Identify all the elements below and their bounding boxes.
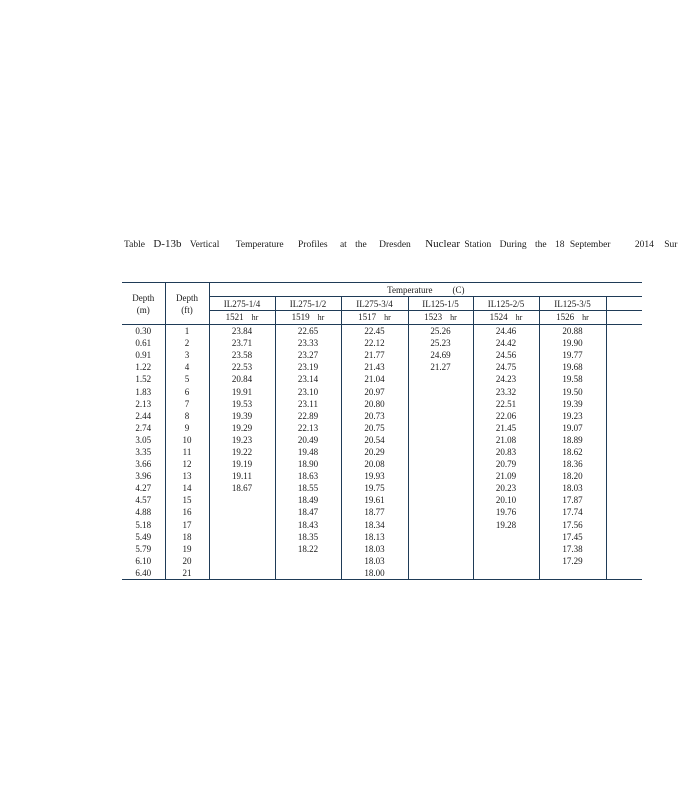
depth-ft-cell: 13 — [165, 470, 209, 482]
temperature-cell — [408, 470, 473, 482]
temperature-cell: 18.22 — [275, 543, 341, 555]
temperature-cell: 20.97 — [341, 385, 408, 397]
cut-off-cell — [606, 470, 642, 482]
depth-ft-cell: 5 — [165, 373, 209, 385]
temperature-cell — [209, 531, 275, 543]
cut-off-cell — [606, 373, 642, 385]
cut-off-cell — [606, 422, 642, 434]
temperature-cell: 19.50 — [539, 385, 606, 397]
table-row — [122, 410, 642, 422]
cut-off-cell — [606, 458, 642, 470]
cut-off-cell — [606, 494, 642, 506]
table-row — [122, 349, 642, 361]
caption-word: Dresden — [379, 240, 411, 250]
temperature-cell: 21.77 — [341, 349, 408, 361]
temperature-cell: 23.10 — [275, 385, 341, 397]
temperature-cell: 17.56 — [539, 519, 606, 531]
depth-ft-cell: 10 — [165, 434, 209, 446]
table-row — [122, 531, 642, 543]
temperature-cell — [209, 543, 275, 555]
temperature-cell: 19.53 — [209, 398, 275, 410]
temperature-cell: 25.23 — [408, 337, 473, 349]
table-row — [122, 422, 642, 434]
depth-ft-cell: 16 — [165, 506, 209, 518]
temperature-cell: 20.73 — [341, 410, 408, 422]
temperature-cell — [275, 567, 341, 580]
temperature-cell: 19.29 — [209, 422, 275, 434]
temperature-cell: 23.32 — [473, 385, 539, 397]
temperature-cell — [408, 482, 473, 494]
depth-ft-header — [165, 283, 209, 325]
cut-off-cell — [606, 337, 642, 349]
temperature-cell: 25.26 — [408, 325, 473, 338]
temperature-cell: 19.76 — [473, 506, 539, 518]
temperature-cell: 21.09 — [473, 470, 539, 482]
temperature-cell: 18.36 — [539, 458, 606, 470]
depth-m-header — [122, 283, 165, 325]
table-row — [122, 519, 642, 531]
temperature-cell: 23.19 — [275, 361, 341, 373]
temperature-cell: 20.10 — [473, 494, 539, 506]
depth-m-cell: 3.35 — [135, 446, 152, 457]
cut-off-cell — [606, 410, 642, 422]
cut-off-cell — [606, 434, 642, 446]
temperature-cell: 22.06 — [473, 410, 539, 422]
depth-ft-cell: 12 — [165, 458, 209, 470]
depth-m-cell: 2.13 — [135, 398, 152, 409]
table-row — [122, 337, 642, 349]
temperature-cell: 20.83 — [473, 446, 539, 458]
cut-off-cell — [606, 519, 642, 531]
temperature-cell: 18.77 — [341, 506, 408, 518]
depth-m-cell: 6.40 — [122, 567, 165, 580]
station-name-header: IL125-3/5 — [539, 297, 606, 311]
temperature-cell: 22.89 — [275, 410, 341, 422]
temperature-cell: 21.04 — [341, 373, 408, 385]
caption-word: Vertical — [189, 240, 220, 250]
depth-m-cell: 3.96 — [135, 471, 152, 482]
depth-m-cell: 3.05 — [135, 434, 152, 445]
station-name-header: IL125-2/5 — [473, 297, 539, 311]
temperature-cell: 20.79 — [473, 458, 539, 470]
station-time-header — [275, 311, 341, 325]
temperature-cell: 18.13 — [341, 531, 408, 543]
temperature-label: Temperature — [387, 284, 433, 295]
depth-ft-cell: 21 — [165, 567, 209, 580]
temperature-cell — [473, 567, 539, 580]
temperature-cell — [408, 543, 473, 555]
cut-off-cell — [606, 361, 642, 373]
depth-ft-cell: 1 — [165, 325, 209, 338]
caption-word: Profiles — [298, 240, 328, 250]
depth-ft-cell: 17 — [165, 519, 209, 531]
cut-off-cell — [606, 543, 642, 555]
temperature-cell: 20.29 — [341, 446, 408, 458]
temperature-cell: 22.13 — [275, 422, 341, 434]
depth-m-cell: 4.57 — [135, 495, 152, 506]
cut-off-cell — [606, 398, 642, 410]
temperature-group-header — [209, 283, 642, 297]
caption-word: the — [534, 240, 547, 250]
temperature-cell: 18.90 — [275, 458, 341, 470]
station-time: 1524 — [489, 312, 508, 322]
station-time-header — [209, 311, 275, 325]
temperature-cell: 17.38 — [539, 543, 606, 555]
station-time: 1519 — [291, 312, 310, 322]
caption-word: Sur — [664, 240, 678, 250]
cut-off-cell — [606, 531, 642, 543]
depth-ft-cell: 14 — [165, 482, 209, 494]
temperature-cell — [408, 494, 473, 506]
temperature-cell: 24.46 — [473, 325, 539, 338]
station-time: 1517 — [358, 312, 377, 322]
station-name-header: IL275-3/4 — [341, 297, 408, 311]
caption-word: the — [355, 240, 367, 250]
cut-off-cell — [606, 555, 642, 567]
depth-m-cell: 1.22 — [135, 362, 152, 373]
temperature-cell: 24.42 — [473, 337, 539, 349]
station-time-header — [539, 311, 606, 325]
temperature-cell: 22.53 — [209, 361, 275, 373]
temperature-cell — [539, 567, 606, 580]
temperature-cell: 19.61 — [341, 494, 408, 506]
temperature-table-container — [122, 282, 618, 636]
depth-m-cell: 2.44 — [135, 410, 152, 421]
temperature-cell: 20.08 — [341, 458, 408, 470]
cut-off-cell — [606, 325, 642, 338]
depth-m-cell: 1.83 — [135, 386, 152, 397]
temperature-cell: 22.45 — [341, 325, 408, 338]
station-time-unit: hr — [384, 313, 391, 322]
station-time: 1523 — [424, 312, 443, 322]
temperature-cell: 18.00 — [341, 567, 408, 580]
temperature-cell: 24.56 — [473, 349, 539, 361]
temperature-cell: 20.23 — [473, 482, 539, 494]
temperature-cell: 23.71 — [209, 337, 275, 349]
table-row — [122, 361, 642, 373]
temperature-cell — [408, 567, 473, 580]
depth-m-cell: 3.66 — [135, 459, 152, 470]
temperature-cell — [408, 446, 473, 458]
depth-ft-cell: 19 — [165, 543, 209, 555]
temperature-cell — [209, 555, 275, 567]
depth-ft-cell: 3 — [165, 349, 209, 361]
caption-word: Table — [124, 240, 145, 250]
station-time-header — [341, 311, 408, 325]
table-row — [122, 506, 642, 518]
temperature-cell: 19.22 — [209, 446, 275, 458]
temperature-cell: 23.84 — [209, 325, 275, 338]
caption-word: at — [339, 240, 347, 250]
temperature-cell: 18.43 — [275, 519, 341, 531]
caption-word: Nuclear — [425, 238, 460, 250]
temperature-cell: 23.14 — [275, 373, 341, 385]
temperature-cell: 19.91 — [209, 385, 275, 397]
temperature-cell: 19.48 — [275, 446, 341, 458]
station-time: 1526 — [556, 312, 575, 322]
temperature-cell: 20.84 — [209, 373, 275, 385]
station-time-unit: hr — [582, 313, 589, 322]
temperature-cell: 18.62 — [539, 446, 606, 458]
cut-off-cell — [606, 446, 642, 458]
caption-word: D-13b — [153, 238, 182, 250]
temperature-cell: 19.90 — [539, 337, 606, 349]
temperature-cell: 18.34 — [341, 519, 408, 531]
table-row — [122, 446, 642, 458]
depth-m-cell: 0.91 — [135, 350, 152, 361]
table-caption — [124, 238, 678, 250]
station-time-header-cut — [606, 311, 642, 325]
depth-m-cell: 5.18 — [135, 519, 152, 530]
table-row — [122, 398, 642, 410]
temperature-cell — [209, 567, 275, 580]
temperature-cell: 20.75 — [341, 422, 408, 434]
temperature-profile-table — [122, 282, 642, 580]
temperature-cell — [408, 458, 473, 470]
temperature-cell: 18.03 — [341, 555, 408, 567]
depth-ft-cell: 2 — [165, 337, 209, 349]
depth-ft-label: Depth — [176, 292, 198, 303]
depth-ft-unit: (ft) — [181, 304, 193, 315]
depth-ft-cell: 7 — [165, 398, 209, 410]
temperature-cell: 20.80 — [341, 398, 408, 410]
depth-m-unit: (m) — [136, 304, 150, 315]
temperature-cell: 21.43 — [341, 361, 408, 373]
station-time-unit: hr — [317, 313, 325, 322]
temperature-cell: 19.39 — [539, 398, 606, 410]
depth-ft-cell: 20 — [165, 555, 209, 567]
temperature-cell — [408, 434, 473, 446]
station-time-unit: hr — [450, 313, 457, 322]
depth-ft-cell: 11 — [165, 446, 209, 458]
station-time: 1521 — [225, 312, 244, 322]
depth-m-cell: 4.88 — [135, 507, 152, 518]
cut-off-cell — [606, 567, 642, 580]
temperature-cell — [473, 531, 539, 543]
temperature-cell: 19.07 — [539, 422, 606, 434]
temperature-cell: 17.29 — [539, 555, 606, 567]
depth-ft-cell: 8 — [165, 410, 209, 422]
temperature-cell: 24.75 — [473, 361, 539, 373]
station-time-header — [473, 311, 539, 325]
caption-word: During — [499, 240, 527, 250]
table-row — [122, 385, 642, 397]
table-row — [122, 543, 642, 555]
caption-word: 2014 — [634, 240, 654, 250]
cut-off-cell — [606, 482, 642, 494]
temperature-cell: 23.11 — [275, 398, 341, 410]
cut-off-cell — [606, 506, 642, 518]
temperature-cell — [408, 506, 473, 518]
temperature-cell — [408, 373, 473, 385]
temperature-cell: 19.77 — [539, 349, 606, 361]
temperature-cell: 18.20 — [539, 470, 606, 482]
temperature-cell — [408, 519, 473, 531]
temperature-cell — [408, 555, 473, 567]
temperature-cell: 21.27 — [408, 361, 473, 373]
temperature-cell — [408, 531, 473, 543]
temperature-cell: 19.23 — [209, 434, 275, 446]
temperature-cell: 18.35 — [275, 531, 341, 543]
caption-word: Station — [464, 240, 492, 250]
temperature-cell: 18.47 — [275, 506, 341, 518]
temperature-cell: 19.93 — [341, 470, 408, 482]
temperature-cell: 18.89 — [539, 434, 606, 446]
temperature-cell — [473, 543, 539, 555]
temperature-cell: 20.49 — [275, 434, 341, 446]
temperature-cell: 19.28 — [473, 519, 539, 531]
depth-ft-cell: 15 — [165, 494, 209, 506]
table-row — [122, 325, 642, 338]
station-time-header — [408, 311, 473, 325]
depth-m-cell: 4.27 — [135, 483, 152, 494]
temperature-cell: 17.74 — [539, 506, 606, 518]
depth-m-cell: 0.61 — [135, 338, 152, 349]
caption-word: Temperature — [235, 240, 284, 250]
temperature-cell: 20.54 — [341, 434, 408, 446]
temperature-cell — [408, 422, 473, 434]
temperature-cell: 18.55 — [275, 482, 341, 494]
station-time-unit: hr — [251, 313, 259, 322]
temperature-cell — [408, 398, 473, 410]
station-name-header: IL125-1/5 — [408, 297, 473, 311]
table-row — [122, 555, 642, 567]
temperature-cell: 22.12 — [341, 337, 408, 349]
depth-m-label: Depth — [132, 292, 155, 303]
temperature-cell — [209, 494, 275, 506]
temperature-cell: 23.33 — [275, 337, 341, 349]
cut-off-cell — [606, 385, 642, 397]
temperature-cell: 19.39 — [209, 410, 275, 422]
temperature-cell: 18.63 — [275, 470, 341, 482]
temperature-cell: 19.11 — [209, 470, 275, 482]
depth-m-cell: 2.74 — [135, 422, 152, 433]
depth-ft-cell: 9 — [165, 422, 209, 434]
depth-ft-cell: 6 — [165, 385, 209, 397]
cut-off-cell — [606, 349, 642, 361]
temperature-unit: (C) — [452, 284, 465, 295]
temperature-cell: 24.69 — [408, 349, 473, 361]
depth-m-cell: 1.52 — [135, 374, 152, 385]
temperature-cell: 18.03 — [341, 543, 408, 555]
temperature-cell: 18.03 — [539, 482, 606, 494]
depth-m-cell: 5.49 — [135, 531, 152, 542]
temperature-cell — [275, 555, 341, 567]
temperature-cell: 21.45 — [473, 422, 539, 434]
depth-m-cell: 5.79 — [135, 543, 152, 554]
table-row — [122, 482, 642, 494]
temperature-cell: 19.58 — [539, 373, 606, 385]
table-row — [122, 434, 642, 446]
temperature-cell: 20.88 — [539, 325, 606, 338]
temperature-cell — [408, 410, 473, 422]
temperature-cell: 19.68 — [539, 361, 606, 373]
temperature-cell: 23.58 — [209, 349, 275, 361]
temperature-cell — [209, 506, 275, 518]
table-row — [122, 494, 642, 506]
temperature-cell: 22.65 — [275, 325, 341, 338]
table-row — [122, 567, 642, 580]
station-time-unit: hr — [515, 313, 523, 322]
caption-word: 18 — [554, 240, 565, 250]
table-row — [122, 458, 642, 470]
station-name-header-cut — [606, 297, 642, 311]
temperature-cell: 23.27 — [275, 349, 341, 361]
temperature-cell: 22.51 — [473, 398, 539, 410]
temperature-cell: 17.45 — [539, 531, 606, 543]
temperature-cell: 19.23 — [539, 410, 606, 422]
temperature-cell: 19.19 — [209, 458, 275, 470]
depth-ft-cell: 4 — [165, 361, 209, 373]
depth-m-cell: 0.30 — [135, 326, 152, 337]
temperature-cell: 21.08 — [473, 434, 539, 446]
temperature-cell: 17.87 — [539, 494, 606, 506]
station-name-header: IL275-1/4 — [209, 297, 275, 311]
station-name-header: IL275-1/2 — [275, 297, 341, 311]
temperature-cell — [209, 519, 275, 531]
temperature-cell: 19.75 — [341, 482, 408, 494]
temperature-cell: 18.49 — [275, 494, 341, 506]
temperature-cell — [408, 385, 473, 397]
depth-m-cell: 6.10 — [135, 555, 152, 566]
table-row — [122, 470, 642, 482]
temperature-cell: 18.67 — [209, 482, 275, 494]
temperature-cell — [473, 555, 539, 567]
depth-ft-cell: 18 — [165, 531, 209, 543]
table-row — [122, 373, 642, 385]
caption-word: September — [569, 240, 611, 250]
temperature-cell: 24.23 — [473, 373, 539, 385]
table-body — [122, 325, 642, 580]
